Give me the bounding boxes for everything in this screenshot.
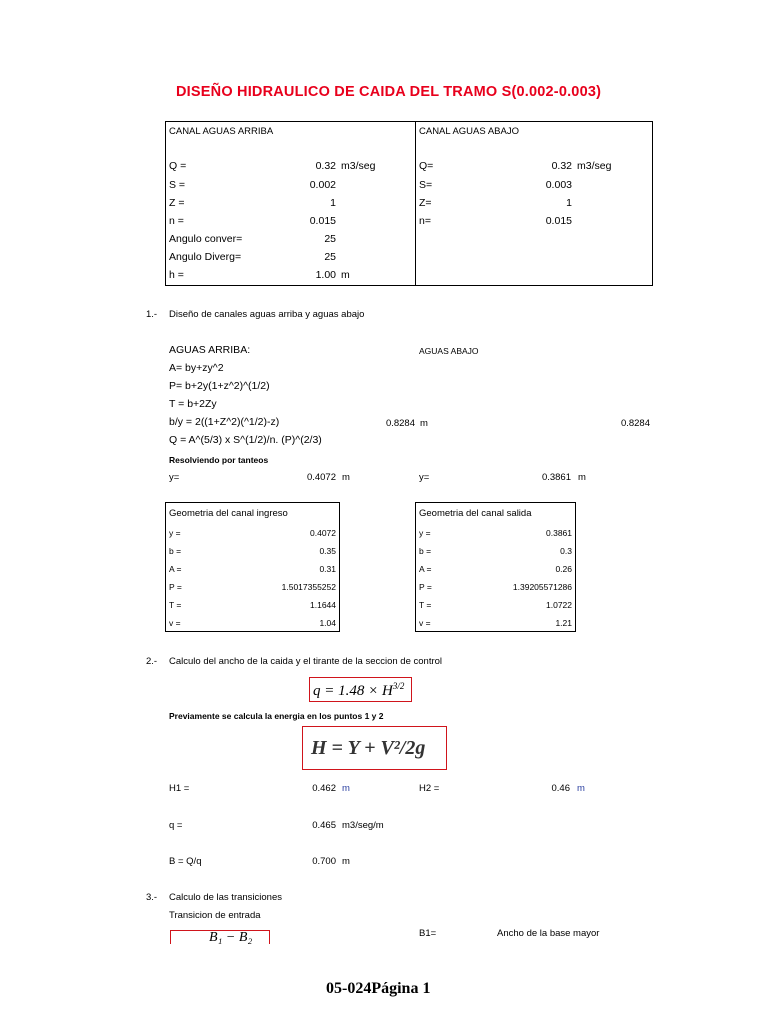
arriba-label: n = [169,215,184,227]
formula-top-width: T = b+2Zy [169,398,217,410]
aguas-abajo-subheading: AGUAS ABAJO [419,346,479,356]
arriba-value: 1 [330,197,336,209]
b1-label: B1= [419,928,437,939]
b-value: 0.700 [312,856,336,867]
abajo-header: CANAL AGUAS ABAJO [419,126,519,137]
h2-label: H2 = [419,783,440,794]
geo-out-label: y = [419,528,431,538]
geo-in-label: P = [169,582,182,592]
formula-manning: Q = A^(5/3) x S^(1/2)/n. (P)^(2/3) [169,434,322,446]
section-1-number: 1.- [146,309,158,320]
y-arriba-value: 0.4072 [306,472,336,483]
arriba-label: Z = [169,197,185,209]
geo-out-label: b = [419,546,432,556]
arriba-label: Angulo conver= [169,233,243,245]
abajo-unit: m3/seg [577,160,612,172]
arriba-unit: m [341,269,350,281]
formula-transicion-box [170,930,270,944]
formula-area: A= by+zy^2 [169,362,224,374]
geo-in-label: y = [169,528,181,538]
h1-label: H1 = [169,783,190,794]
arriba-label: Angulo Diverg= [169,251,242,263]
geo-out-label: P = [419,582,432,592]
abajo-label: n= [419,215,431,227]
abajo-label: Z= [419,197,432,209]
h2-value: 0.46 [551,783,570,794]
b-label: B = Q/q [169,856,202,867]
formula-transicion: B₁ − B₂ [209,930,253,945]
q-value: 0.465 [312,820,336,831]
formula-h-box [302,726,447,770]
y-abajo-value: 0.3861 [541,472,571,483]
geo-out-label: T = [419,600,432,610]
abajo-value: 0.32 [551,160,572,172]
formula-perimeter: P= b+2y(1+z^2)^(1/2) [169,380,270,392]
abajo-label: S= [419,179,433,191]
geo-in-value: 1.5017355252 [281,582,336,592]
section-1-heading: Diseño de canales aguas arriba y aguas abajo [169,309,365,320]
arriba-value: 0.015 [309,215,336,227]
q-label: q = [169,820,183,831]
arriba-label: Q = [169,160,187,172]
y-arriba-label: y= [169,472,180,483]
section-3-number: 3.- [146,892,158,903]
formula-h: H = Y + V²/2g [311,737,426,759]
arriba-label: h = [169,269,184,281]
b-unit: m [342,856,350,867]
abajo-value: 0.015 [545,215,572,227]
y-abajo-unit: m [578,472,586,483]
formula-b-over-y: b/y = 2((1+Z^2)(^1/2)-z) [169,416,280,428]
section-3-heading: Calculo de las transiciones [169,892,283,903]
geo-in-label: A = [169,564,182,574]
b1-description: Ancho de la base mayor [497,928,600,939]
geo-in-value: 0.4072 [310,528,336,538]
geo-out-label: v = [419,618,431,628]
arriba-value: 25 [324,251,336,263]
h2-unit: m [577,783,585,794]
arriba-unit: m3/seg [341,160,376,172]
arriba-header: CANAL AGUAS ARRIBA [169,126,274,137]
geo-out-value: 1.21 [555,618,572,628]
page-footer: 05-024Página 1 [326,980,431,997]
geo-in-label: T = [169,600,182,610]
geo-out-value: 0.3861 [546,528,572,538]
abajo-value: 1 [566,197,572,209]
geo-out-value: 0.26 [555,564,572,574]
page-title: DISEÑO HIDRAULICO DE CAIDA DEL TRAMO S(0.002-0.003) [176,84,602,100]
formula-q-box [309,677,412,702]
abajo-value: 0.003 [545,179,572,191]
geo-out-value: 1.0722 [546,600,572,610]
arriba-value: 0.002 [309,179,336,191]
geo-out-label: A = [419,564,432,574]
y-arriba-unit: m [342,472,350,483]
h1-value: 0.462 [312,783,336,794]
geo-in-label: b = [169,546,182,556]
b-over-y-unit: m [420,418,428,429]
geometry-ingreso-header: Geometria del canal ingreso [169,508,288,519]
b-over-y-value-abajo: 0.8284 [620,418,650,429]
input-table-divider [415,121,416,286]
q-unit: m3/seg/m [342,820,384,831]
section-2-number: 2.- [146,656,158,667]
geo-out-value: 0.3 [560,546,572,556]
previamente-label: Previamente se calcula la energia en los puntos 1 y 2 [169,711,384,721]
b-over-y-value: 0.8284 [385,418,415,429]
y-abajo-label: y= [419,472,430,483]
geo-in-value: 1.1644 [310,600,336,610]
formula-q-exponent: 3/2 [392,681,405,691]
resolviendo-label: Resolviendo por tanteos [169,455,269,465]
arriba-value: 0.32 [315,160,336,172]
formula-q: $q = 1.48 \times H^{3/2}$ [313,681,405,699]
aguas-arriba-subheading: AGUAS ARRIBA: [169,344,251,356]
arriba-value: 1.00 [315,269,336,281]
geometry-salida-header: Geometria del canal salida [419,508,532,519]
geo-in-value: 1.04 [319,618,336,628]
h1-unit: m [342,783,350,794]
geo-in-label: v = [169,618,181,628]
arriba-label: S = [169,179,186,191]
arriba-value: 25 [324,233,336,245]
section-2-heading: Calculo del ancho de la caida y el tirante de la seccion de control [169,656,443,667]
geo-in-value: 0.31 [319,564,336,574]
abajo-label: Q= [419,160,434,172]
geo-out-value: 1.39205571286 [512,582,572,592]
geo-in-value: 0.35 [319,546,336,556]
transicion-entrada-label: Transicion de entrada [169,910,261,921]
